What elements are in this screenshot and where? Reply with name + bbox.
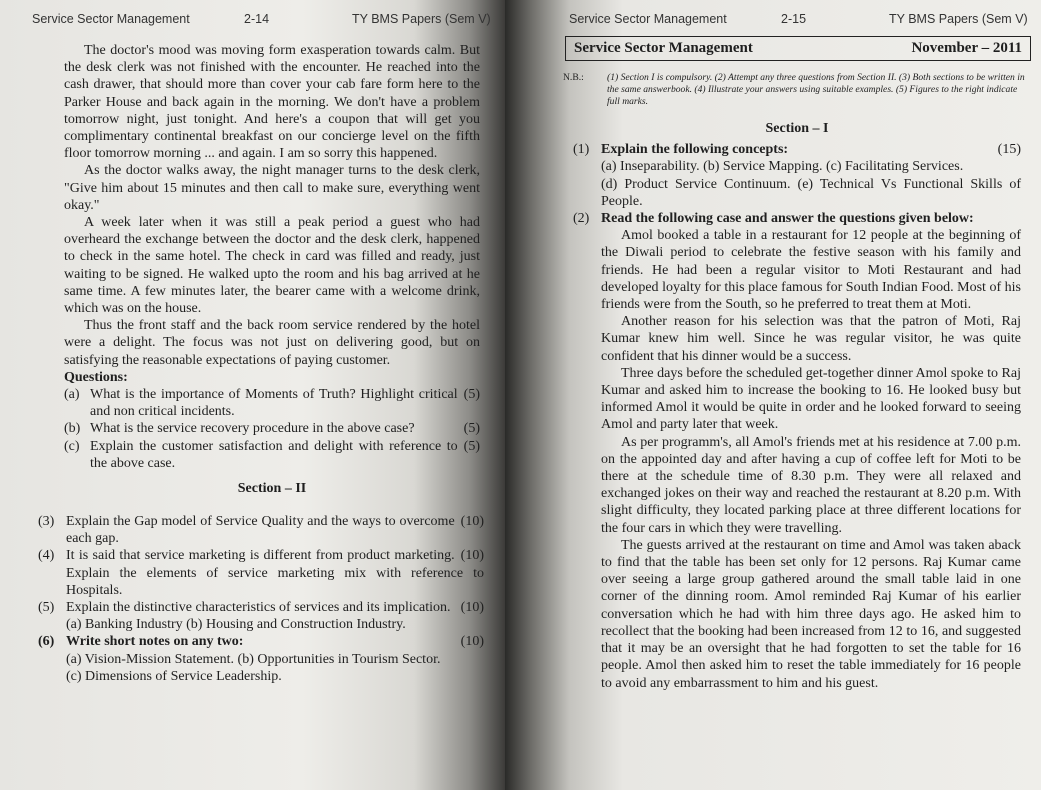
nb-instructions <box>563 72 1025 108</box>
question-text: (15) Explain the following concepts: <box>601 142 1021 158</box>
exam-date: November – 2011 <box>911 40 1022 56</box>
question-number: (2) <box>573 211 590 227</box>
case-paragraph: Three days before the scheduled get-together dinner Amol spoke to Raj Kumar and asked him to increase the booking to 16. He looked busy but informed Amol it would be quite in order and he looked forward to seeing Amol and party later that week. <box>601 365 1021 433</box>
question-text: Read the following case and answer the questions given below: <box>601 211 974 227</box>
question-text: (5) What is the service recovery procedure in the above case? <box>90 421 480 437</box>
left-page <box>0 0 505 790</box>
exam-question <box>573 141 1021 158</box>
exam-question <box>38 633 484 650</box>
case-paragraph: The guests arrived at the restaurant on time and Amol was taken aback to find that the table has been set only for 12 persons. Raj Kumar came over seeing a large group gathered around the small table laid in one corner of the dinning room. Amol reminded Raj Kumar of his earlier conversation which he had with him three days ago. He asked him to recollect that the booking had been increased from 12 to 16, and suggested that it may be an oversight that he had forgotten to set the table for 16 people. Amol then asked him to reset the table immediately for 16 people to avoid any embarrassment to him and his guest. <box>601 537 1021 691</box>
case-paragraph: Another reason for his selection was that the patron of Moti, Raj Kumar knew him well. Since he was regular visitor, he was quite confident that his dinner would be a success. <box>601 314 1021 364</box>
question-marks: (15) <box>997 142 1021 158</box>
question-marks: (5) <box>463 438 480 454</box>
right-body <box>573 120 1021 692</box>
question-label: (a) <box>64 387 80 403</box>
question-label: (c) <box>64 438 80 454</box>
q6-subparts-line-2: (c) Dimensions of Service Leadership. <box>66 668 282 684</box>
case-paragraph: As the doctor walks away, the night manager turns to the desk clerk, "Give him about 15 minutes and then call to make sure, everything went okay." <box>64 163 480 213</box>
question-marks: (10) <box>460 514 484 529</box>
exam-title-box <box>565 36 1031 61</box>
question-text: (10) Explain the Gap model of Service Quality and the ways to overcome each gap. <box>66 514 484 547</box>
question-number: (4) <box>38 548 55 564</box>
q5-subparts: (a) Banking Industry (b) Housing and Construction Industry. <box>66 617 406 633</box>
case-question <box>64 420 480 437</box>
question-text: (5) What is the importance of Moments of Truth? Highlight critical and non critical incidents. <box>90 387 480 420</box>
case-paragraph: The doctor's mood was moving form exasperation towards calm. But the desk clerk was not finished with the encounter. He reached into the cash drawer, that should more than cover your cab fare form here to the Parker House and back again in the morning. We don't have a problem tomorrow night, just tonight. And here's a coupon that will get you complimentary continental breakfast on our concierge level on the fifth floor tomorrow morning ... and again. I am so sorry this happened. <box>64 43 480 162</box>
case-paragraph: As per programm's, all Amol's friends met at his residence at 7.00 p.m. on the appointed day and after having a cup of coffee left for Moti to be there at the schedule time of 8.30 p.m. They were all relaxed and exchanged jokes on their way and reached the restaurant at 8.20 p.m. With slight difficulty, they located parking place at three different locations for the four cars in which they were travelling. <box>601 434 1021 536</box>
q1-subparts-line-2: (d) Product Service Continuum. (e) Technical Vs Functional Skills of People. <box>601 176 1021 209</box>
question-marks: (10) <box>460 600 484 616</box>
case-question <box>64 386 480 420</box>
question-number: (5) <box>38 600 55 616</box>
question-marks: (10) <box>460 548 484 564</box>
left-header-series: TY BMS Papers (Sem V) <box>352 12 491 26</box>
case-paragraph: Amol booked a table in a restaurant for 12 people at the beginning of the Diwali period to celebrate the festive season with his family and friends. He had been a regular visitor to Moti Restaurant and had developed loyalty for this place famous for South Indian Food. Most of his friends were from the South, so he preferred to treat them at Moti. <box>601 228 1021 313</box>
right-header-page-number: 2-15 <box>781 12 807 26</box>
right-page <box>505 0 1041 790</box>
question-marks: (10) <box>460 634 484 650</box>
question-text: (5) Explain the customer satisfaction and delight with reference to the above case. <box>90 438 480 471</box>
case-paragraph: Thus the front staff and the back room service rendered by the hotel were a delight. The focus was not just on delivering good, but on satisfying the reasonable expectations of paying customer. <box>64 318 480 368</box>
questions-heading: Questions: <box>64 369 128 385</box>
right-header-title: Service Sector Management <box>569 12 727 26</box>
left-body <box>64 42 480 500</box>
exam-question-sub <box>38 616 484 633</box>
q6-subparts-line-1: (a) Vision-Mission Statement. (b) Opportunities in Tourism Sector. <box>66 651 441 667</box>
exam-question <box>38 513 484 547</box>
case-question <box>64 438 480 472</box>
section-i-title: Section – I <box>765 121 829 136</box>
q1-subparts-line-1: (a) Inseparability. (b) Service Mapping. (c) Facilitating Services. <box>601 159 964 175</box>
question-marks: (5) <box>463 387 480 403</box>
exam-question-sub <box>573 158 1021 175</box>
question-label: (b) <box>64 421 81 437</box>
question-text: (10) Write short notes on any two: <box>66 634 484 650</box>
question-number: (6) <box>38 634 55 650</box>
exam-question-sub <box>38 668 484 685</box>
exam-title: Service Sector Management <box>574 40 753 56</box>
left-header-page-number: 2-14 <box>244 12 270 26</box>
left-header-title: Service Sector Management <box>32 12 190 26</box>
nb-text: (1) Section I is compulsory. (2) Attempt any three questions from Section II. (3) Both sections to be written in the same answerbook. (4) Illustrate your answers using suitable examples. (5) Figures to the right indicate full marks. <box>607 72 1025 107</box>
nb-label: N.B.: <box>563 72 584 83</box>
exam-question-sub <box>38 651 484 668</box>
question-number: (1) <box>573 142 590 158</box>
exam-question <box>38 599 484 616</box>
question-text: (10) Explain the distinctive characteristics of services and its implication. <box>66 600 484 616</box>
exam-question <box>573 210 1021 227</box>
right-header-series: TY BMS Papers (Sem V) <box>889 12 1028 26</box>
exam-question-sub <box>573 176 1021 210</box>
section-ii-title: Section – II <box>237 481 307 497</box>
section-ii-questions <box>38 513 484 685</box>
case-study <box>573 227 1021 691</box>
question-number: (3) <box>38 514 55 529</box>
case-paragraph: A week later when it was still a peak period a guest who had overheard the exchange between the doctor and the desk clerk, happened to check in the same hotel. The check in card was filled and ready, just waiting to be signed. He walked upto the room and his bag arrived at he same time. A few minutes later, the bearer came with a welcome drink, which was on the house. <box>64 215 480 317</box>
question-text: (10) It is said that service marketing is different from product marketing. Explain the elements of service marketing mix with reference to Hospitals. <box>66 548 484 598</box>
exam-question <box>38 547 484 599</box>
question-marks: (5) <box>463 421 480 437</box>
